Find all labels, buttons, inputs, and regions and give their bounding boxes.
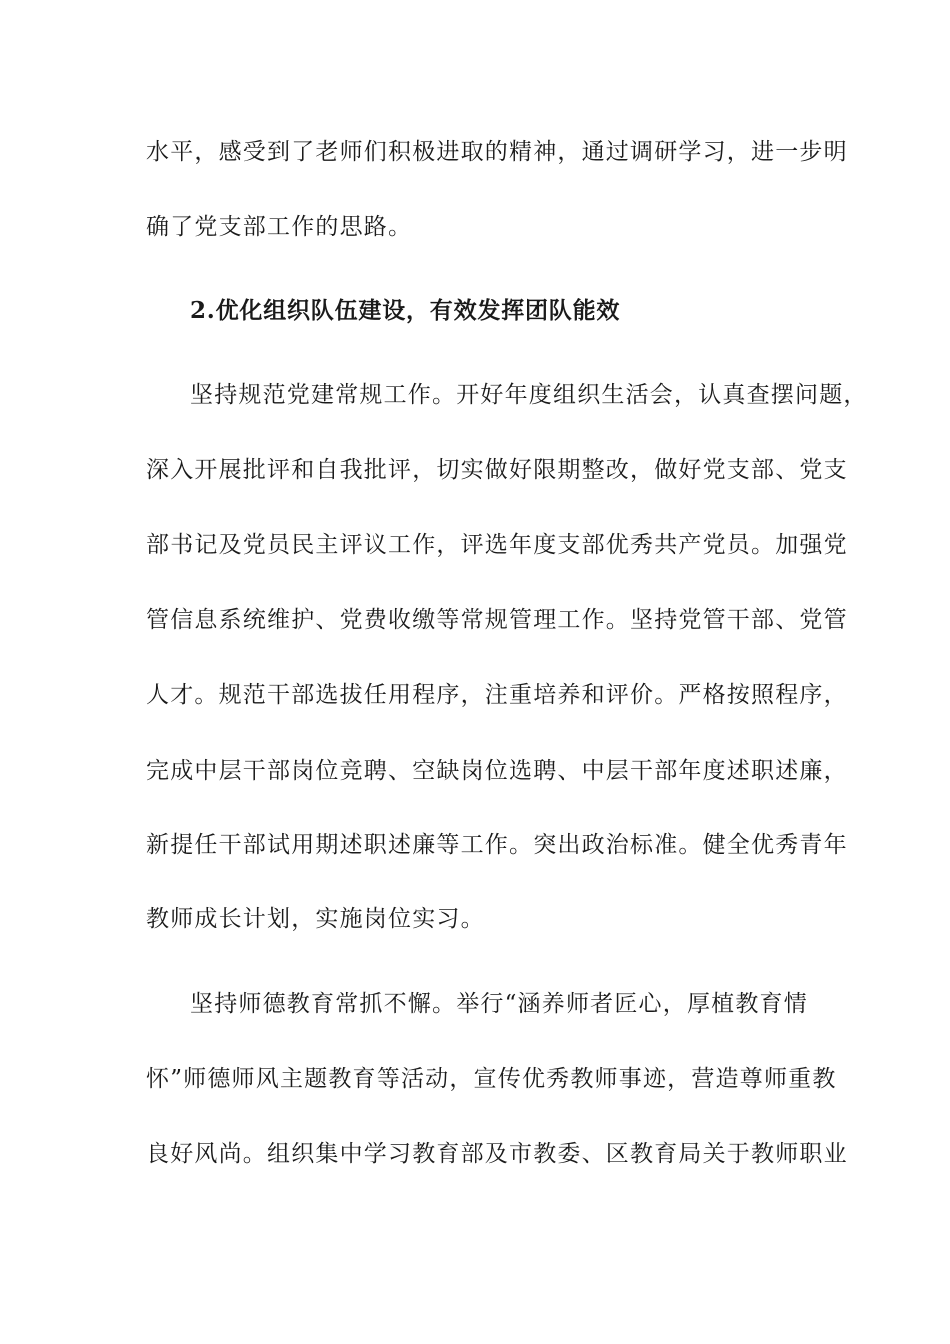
paragraph-2-line-3: 部书记及党员民主评议工作，评选年度支部优秀共产党员。加强党: [146, 532, 848, 558]
section-heading: 2.优化组织队伍建设，有效发挥团队能效: [190, 297, 621, 324]
paragraph-3-line-2: 怀”师德师风主题教育等活动，宣传优秀教师事迹，营造尊师重教: [146, 1066, 837, 1092]
paragraph-2-line-7: 新提任干部试用期述职述廉等工作。突出政治标准。健全优秀青年: [146, 832, 848, 858]
paragraph-2-line-5: 人才。规范干部选拔任用程序，注重培养和评价。严格按照程序，: [146, 682, 848, 708]
paragraph-1-line-1: 水平，感受到了老师们积极进取的精神，通过调研学习，进一步明: [146, 139, 848, 165]
paragraph-2-line-4: 管信息系统维护、党费收缴等常规管理工作。坚持党管干部、党管: [146, 607, 848, 633]
paragraph-2-line-8: 教师成长计划，实施岗位实习。: [146, 906, 485, 932]
paragraph-1-line-2: 确了党支部工作的思路。: [146, 214, 413, 240]
paragraph-2-line-1: 坚持规范党建常规工作。开好年度组织生活会，认真查摆问题，: [190, 382, 868, 408]
paragraph-2-line-6: 完成中层干部岗位竞聘、空缺岗位选聘、中层干部年度述职述廉，: [146, 758, 848, 784]
paragraph-3-line-1: 坚持师德教育常抓不懈。举行“涵养师者匠心，厚植教育情: [190, 991, 808, 1017]
paragraph-2-line-2: 深入开展批评和自我批评，切实做好限期整改，做好党支部、党支: [146, 457, 848, 483]
paragraph-3-line-3: 良好风尚。组织集中学习教育部及市教委、区教育局关于教师职业: [146, 1141, 848, 1167]
